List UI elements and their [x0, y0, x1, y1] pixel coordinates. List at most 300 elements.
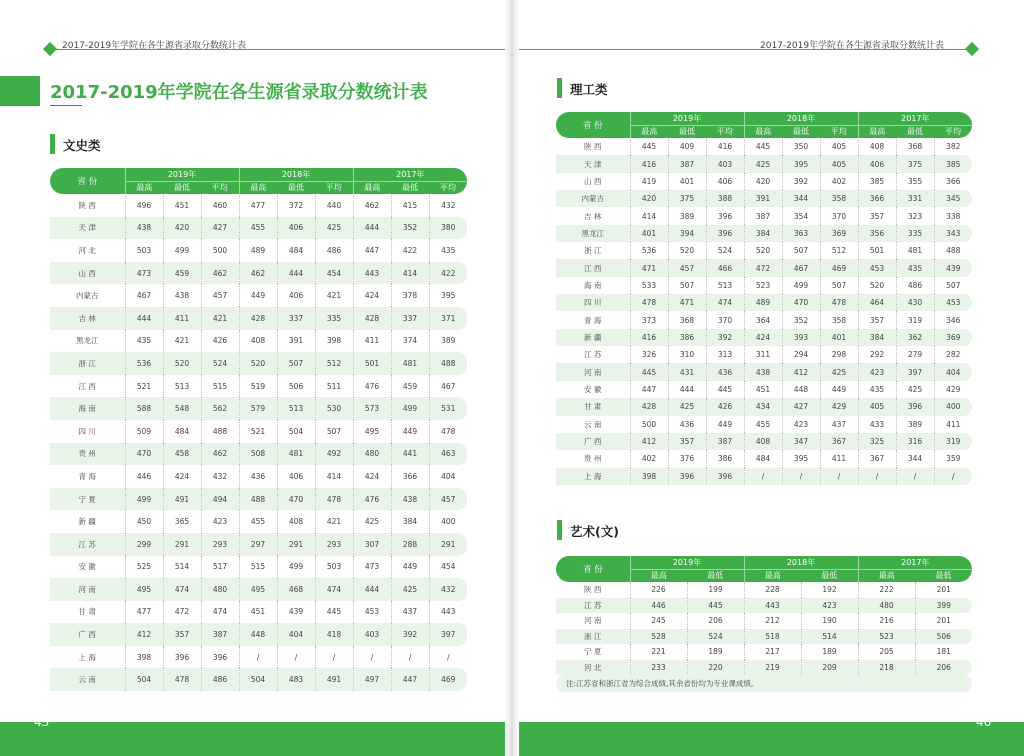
cell-score: 519 [239, 375, 277, 398]
cell-score: 375 [896, 155, 934, 172]
cell-score: 392 [391, 623, 429, 646]
table-row [50, 239, 467, 262]
col-header-year: 2019年 [125, 168, 239, 181]
cell-score: 406 [277, 217, 315, 240]
cell-score: 447 [391, 668, 429, 691]
cell-score: 310 [668, 346, 706, 363]
cell-score: 402 [630, 450, 668, 467]
cell-score: 444 [353, 217, 391, 240]
cell-score: 512 [820, 242, 858, 259]
cell-score: 464 [858, 294, 896, 311]
cell-province: 河 北 [556, 660, 630, 676]
cell-score: 495 [353, 420, 391, 443]
cell-score: 497 [353, 668, 391, 691]
col-header-year: 2018年 [744, 556, 858, 569]
cell-score: 409 [668, 138, 706, 155]
cell-score: 466 [706, 259, 744, 276]
cell-score: 325 [858, 433, 896, 450]
cell-score: 397 [429, 623, 467, 646]
cell-score: 401 [668, 173, 706, 190]
cell-score: 473 [125, 262, 163, 285]
cell-province: 海 南 [584, 280, 602, 290]
cell-score: 494 [201, 488, 239, 511]
cell-score: 525 [125, 556, 163, 579]
cell-score: 387 [668, 155, 706, 172]
cell-score: 471 [668, 294, 706, 311]
cell-score: 460 [201, 194, 239, 217]
cell-score: 443 [744, 598, 801, 614]
cell-score: 217 [744, 644, 801, 660]
cell-score: 488 [429, 352, 467, 375]
cell-score: 425 [315, 217, 353, 240]
cell-score: 408 [858, 138, 896, 155]
cell-province: 陕 西 [584, 142, 602, 152]
cell-score: / [782, 468, 820, 485]
cell-score: 507 [315, 420, 353, 443]
cell-score: 436 [239, 465, 277, 488]
cell-score: 181 [915, 644, 972, 660]
cell-score: 386 [706, 450, 744, 467]
cell-score: 357 [163, 623, 201, 646]
cell-score: 536 [125, 352, 163, 375]
cell-score: 421 [315, 510, 353, 533]
cell-score: 307 [353, 533, 391, 556]
cell-score: 405 [820, 155, 858, 172]
cell-score: 374 [391, 330, 429, 353]
cell-score: 488 [201, 420, 239, 443]
cell-province: 江 西 [78, 381, 96, 391]
cell-province: 宁 夏 [584, 647, 602, 657]
cell-score: 190 [801, 613, 858, 629]
cell-score: 536 [630, 242, 668, 259]
cell-score: 298 [820, 346, 858, 363]
table-row [556, 598, 972, 614]
cell-score: 483 [277, 668, 315, 691]
col-header-sub: 最高 [744, 125, 782, 138]
cell-score: 420 [163, 217, 201, 240]
cell-score: 450 [125, 510, 163, 533]
cell-score: 451 [163, 194, 201, 217]
cell-score: 404 [277, 623, 315, 646]
cell-score: 486 [201, 668, 239, 691]
cell-score: / [896, 468, 934, 485]
cell-score: 489 [239, 239, 277, 262]
cell-score: 400 [429, 510, 467, 533]
cell-score: 486 [315, 239, 353, 262]
cell-score: 524 [706, 242, 744, 259]
cell-score: 291 [429, 533, 467, 556]
cell-score: 451 [239, 601, 277, 624]
section-marker-yishu [557, 520, 562, 540]
cell-score: 512 [315, 352, 353, 375]
cell-score: 292 [858, 346, 896, 363]
cell-score: 507 [782, 242, 820, 259]
col-header-year: 2018年 [239, 168, 353, 181]
table-row [50, 217, 467, 240]
cell-province: 安 徽 [78, 562, 96, 572]
cell-score: 435 [429, 239, 467, 262]
cell-score: 343 [934, 225, 972, 242]
section-marker-wenshi [50, 134, 55, 154]
cell-score: 424 [353, 465, 391, 488]
cell-score: 500 [201, 239, 239, 262]
cell-score: 453 [858, 259, 896, 276]
cell-score: 337 [391, 307, 429, 330]
cell-score: 369 [934, 329, 972, 346]
cell-score: 201 [915, 613, 972, 629]
cell-score: / [934, 468, 972, 485]
cell-score: 395 [782, 155, 820, 172]
cell-score: 358 [820, 190, 858, 207]
section-marker-ligong [557, 78, 562, 98]
cell-score: 221 [630, 644, 687, 660]
col-header-year: 2019年 [630, 112, 744, 125]
table-ligong [556, 112, 972, 485]
title-underline [50, 105, 82, 106]
cell-score: 478 [315, 488, 353, 511]
cell-score: 495 [125, 578, 163, 601]
cell-score: 385 [858, 173, 896, 190]
cell-province: 吉 林 [50, 307, 125, 330]
table-row [556, 398, 972, 415]
cell-province: 浙 江 [584, 246, 602, 256]
cell-score: 432 [429, 578, 467, 601]
table-row [556, 363, 972, 380]
cell-score: 480 [858, 598, 915, 614]
table-row [556, 138, 972, 155]
cell-score: 430 [896, 294, 934, 311]
right-page [512, 0, 1024, 756]
cell-score: 364 [744, 311, 782, 328]
table-row [50, 465, 467, 488]
cell-score: 588 [125, 397, 163, 420]
cell-score: 418 [315, 623, 353, 646]
cell-score: 426 [201, 330, 239, 353]
cell-score: 474 [163, 578, 201, 601]
cell-score: 388 [706, 190, 744, 207]
cell-score: 352 [391, 217, 429, 240]
col-header-sub: 最高 [239, 181, 277, 194]
table-row [556, 225, 972, 242]
cell-province: 天 津 [556, 155, 630, 172]
cell-score: 389 [429, 330, 467, 353]
cell-score: 323 [896, 207, 934, 224]
cell-score: 425 [744, 155, 782, 172]
cell-score: 462 [201, 443, 239, 466]
cell-score: 396 [706, 207, 744, 224]
cell-score: 335 [896, 225, 934, 242]
col-header-year: 2017年 [858, 556, 972, 569]
cell-score: 467 [429, 375, 467, 398]
cell-score: 331 [896, 190, 934, 207]
cell-score: 495 [239, 578, 277, 601]
cell-score: 399 [915, 598, 972, 614]
cell-province: 安 徽 [584, 384, 602, 394]
cell-score: 424 [353, 284, 391, 307]
title-accent-bar [0, 76, 40, 106]
table-row [50, 397, 467, 420]
cell-score: 366 [934, 173, 972, 190]
cell-score: 478 [429, 420, 467, 443]
cell-score: 511 [315, 375, 353, 398]
cell-score: 370 [706, 311, 744, 328]
cell-province: 新 疆 [556, 329, 630, 346]
table-row [50, 601, 467, 624]
table-yishu [556, 556, 972, 692]
cell-province: 河 南 [556, 363, 630, 380]
cell-score: 406 [858, 155, 896, 172]
cell-score: 445 [315, 601, 353, 624]
cell-score: 391 [277, 330, 315, 353]
cell-score: 455 [744, 416, 782, 433]
cell-score: / [429, 646, 467, 669]
left-page [0, 0, 510, 756]
cell-score: 428 [630, 398, 668, 415]
cell-score: 488 [934, 242, 972, 259]
cell-score: 528 [630, 629, 687, 645]
cell-score: 344 [782, 190, 820, 207]
cell-score: 408 [239, 330, 277, 353]
col-header-year: 2018年 [744, 112, 858, 125]
cell-score: 481 [391, 352, 429, 375]
cell-score: 375 [668, 190, 706, 207]
table-row [556, 277, 972, 294]
cell-score: 491 [315, 668, 353, 691]
cell-score: 503 [125, 239, 163, 262]
cell-score: 401 [630, 225, 668, 242]
table-row [50, 488, 467, 511]
book-spine-shadow [505, 0, 519, 756]
cell-score: 425 [668, 398, 706, 415]
cell-score: 449 [239, 284, 277, 307]
cell-score: 477 [125, 601, 163, 624]
cell-score: 436 [706, 363, 744, 380]
cell-score: 446 [630, 598, 687, 614]
cell-score: 201 [915, 582, 972, 598]
cell-province: 云 南 [50, 668, 125, 691]
cell-score: 396 [201, 646, 239, 669]
cell-province: 陕 西 [78, 200, 96, 210]
cell-score: 506 [277, 375, 315, 398]
cell-score: 445 [744, 138, 782, 155]
cell-score: 470 [125, 443, 163, 466]
cell-score: 422 [391, 239, 429, 262]
cell-score: 392 [706, 329, 744, 346]
col-header-year: 2017年 [353, 168, 467, 181]
cell-score: 384 [391, 510, 429, 533]
cell-score: 423 [858, 363, 896, 380]
cell-score: 481 [896, 242, 934, 259]
cell-score: 441 [391, 443, 429, 466]
cell-score: 288 [391, 533, 429, 556]
table-row [556, 294, 972, 311]
cell-score: 424 [744, 329, 782, 346]
cell-score: 294 [782, 346, 820, 363]
table-row [556, 173, 972, 190]
cell-score: 392 [782, 173, 820, 190]
cell-score: 474 [201, 601, 239, 624]
cell-score: 347 [782, 433, 820, 450]
cell-score: 504 [277, 420, 315, 443]
cell-score: 463 [429, 443, 467, 466]
cell-score: 403 [353, 623, 391, 646]
cell-score: 444 [353, 578, 391, 601]
cell-score: 436 [668, 416, 706, 433]
cell-score: 291 [163, 533, 201, 556]
cell-score: 438 [163, 284, 201, 307]
cell-score: 504 [239, 668, 277, 691]
cell-score: 376 [668, 450, 706, 467]
col-header-province: 省 份 [556, 112, 630, 138]
col-header-sub: 最高 [630, 125, 668, 138]
cell-score: 363 [782, 225, 820, 242]
table-row [50, 284, 467, 307]
cell-score: 444 [668, 381, 706, 398]
cell-score: 335 [315, 307, 353, 330]
cell-score: 387 [201, 623, 239, 646]
cell-score: 491 [163, 488, 201, 511]
cell-score: 352 [782, 311, 820, 328]
cell-score: 357 [668, 433, 706, 450]
cell-score: 474 [706, 294, 744, 311]
cell-score: 449 [391, 556, 429, 579]
cell-score: 206 [915, 660, 972, 676]
cell-score: 416 [706, 138, 744, 155]
cell-province: 天 津 [50, 217, 125, 240]
table-row [556, 660, 972, 676]
cell-province: 陕 西 [584, 585, 602, 595]
cell-score: 455 [239, 217, 277, 240]
cell-score: 484 [163, 420, 201, 443]
cell-score: 216 [858, 613, 915, 629]
cell-score: 212 [744, 613, 801, 629]
cell-score: 209 [801, 660, 858, 676]
cell-score: 474 [315, 578, 353, 601]
cell-score: 457 [668, 259, 706, 276]
cell-score: 481 [277, 443, 315, 466]
cell-score: 421 [315, 284, 353, 307]
table-row [556, 433, 972, 450]
cell-province: 甘 肃 [78, 607, 96, 617]
col-header-sub: 最高 [630, 569, 687, 582]
diamond-ornament-icon [965, 42, 979, 56]
cell-score: 438 [744, 363, 782, 380]
cell-province: 青 海 [584, 315, 602, 325]
cell-score: 480 [201, 578, 239, 601]
cell-score: 414 [391, 262, 429, 285]
cell-score: 562 [201, 397, 239, 420]
table-row [556, 613, 972, 629]
cell-score: 425 [391, 578, 429, 601]
table-row [50, 443, 467, 466]
cell-score: 499 [277, 556, 315, 579]
cell-score: 425 [353, 510, 391, 533]
table-row [556, 329, 972, 346]
cell-score: 404 [934, 363, 972, 380]
cell-score: 346 [934, 311, 972, 328]
cell-province: 上 海 [78, 652, 96, 662]
cell-score: 404 [429, 465, 467, 488]
col-header-sub: 最高 [858, 125, 896, 138]
cell-score: 416 [630, 329, 668, 346]
cell-score: 477 [239, 194, 277, 217]
cell-score: 443 [429, 601, 467, 624]
cell-score: 354 [782, 207, 820, 224]
cell-score: 445 [630, 363, 668, 380]
cell-score: 453 [353, 601, 391, 624]
cell-score: 499 [391, 397, 429, 420]
cell-score: 500 [630, 416, 668, 433]
cell-score: 435 [125, 330, 163, 353]
cell-score: 445 [630, 138, 668, 155]
cell-score: 579 [239, 397, 277, 420]
cell-score: 449 [391, 420, 429, 443]
cell-score: 513 [163, 375, 201, 398]
cell-score: 454 [315, 262, 353, 285]
cell-score: 523 [744, 277, 782, 294]
cell-score: 316 [896, 433, 934, 450]
cell-score: 524 [687, 629, 744, 645]
cell-score: 476 [353, 488, 391, 511]
cell-score: 297 [239, 533, 277, 556]
cell-score: 366 [391, 465, 429, 488]
cell-score: 373 [630, 311, 668, 328]
cell-score: 470 [277, 488, 315, 511]
cell-score: 396 [163, 646, 201, 669]
cell-score: 411 [934, 416, 972, 433]
col-header-sub: 最高 [353, 181, 391, 194]
col-header-sub: 最低 [782, 125, 820, 138]
cell-score: 412 [782, 363, 820, 380]
page-number: 46 [976, 715, 992, 729]
section-title-wenshi: 文史类 [63, 138, 101, 153]
table-row [556, 155, 972, 172]
cell-score: 370 [820, 207, 858, 224]
cell-score: 299 [125, 533, 163, 556]
cell-province: 江 苏 [584, 350, 602, 360]
table-row [50, 623, 467, 646]
cell-score: 421 [163, 330, 201, 353]
cell-score: 448 [239, 623, 277, 646]
cell-score: 387 [744, 207, 782, 224]
cell-province: 河 南 [584, 616, 602, 626]
cell-score: 189 [687, 644, 744, 660]
cell-score: 420 [630, 190, 668, 207]
cell-score: 192 [801, 582, 858, 598]
col-header-sub: 最低 [391, 181, 429, 194]
cell-score: 222 [858, 582, 915, 598]
cell-score: 412 [125, 623, 163, 646]
cell-score: 233 [630, 660, 687, 676]
cell-score: 472 [744, 259, 782, 276]
running-header-right: 2017-2019年学院在各生源省录取分数统计表 [760, 41, 945, 51]
table-row [50, 533, 467, 556]
cell-score: 395 [429, 284, 467, 307]
cell-score: 396 [668, 468, 706, 485]
cell-score: 414 [630, 207, 668, 224]
cell-score: 508 [239, 443, 277, 466]
cell-score: 520 [744, 242, 782, 259]
table-row [556, 468, 972, 485]
cell-score: 462 [353, 194, 391, 217]
cell-score: 520 [163, 352, 201, 375]
cell-score: 313 [706, 346, 744, 363]
cell-score: 406 [277, 465, 315, 488]
cell-province: 甘 肃 [556, 398, 630, 415]
cell-province: 江 西 [556, 259, 630, 276]
table-row [556, 644, 972, 660]
cell-score: 205 [858, 644, 915, 660]
